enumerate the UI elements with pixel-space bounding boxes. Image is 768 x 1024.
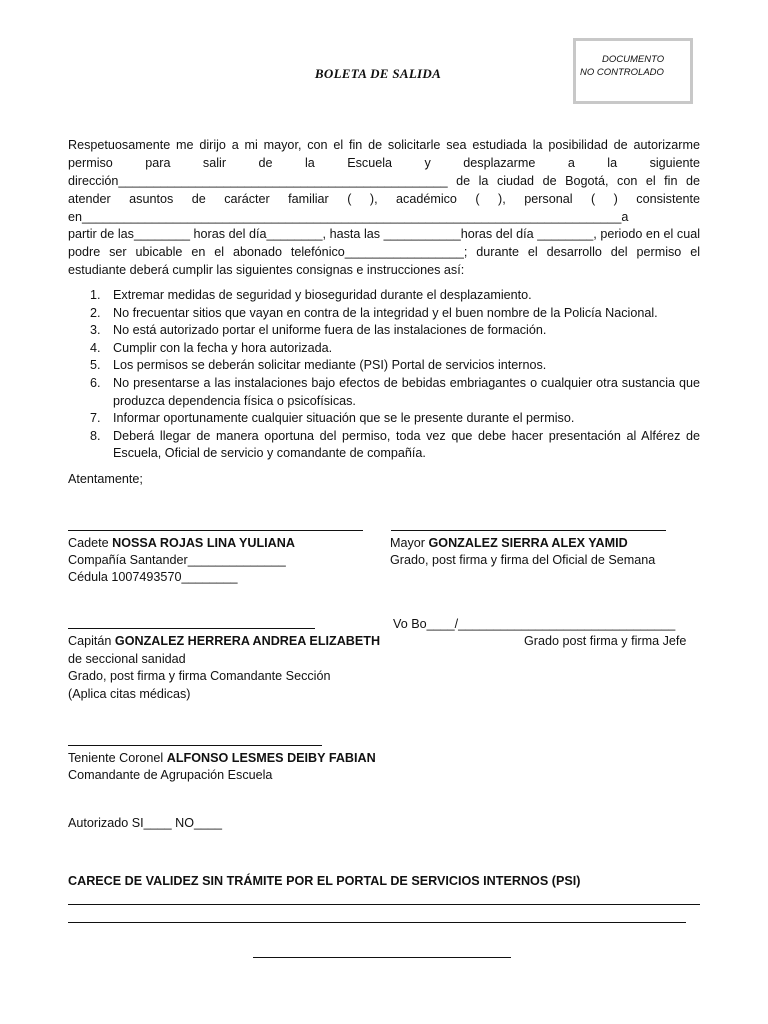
closing-text: Atentamente; [68, 472, 143, 486]
captain-name: Capitán GONZALEZ HERRERA ANDREA ELIZABETH [68, 634, 381, 648]
validity-notice: CARECE DE VALIDEZ SIN TRÁMITE POR EL PORTAL DE SERVICIOS INTERNOS (PSI) [68, 874, 581, 888]
cadet-name: Cadete NOSSA ROJAS LINA YULIANA [68, 536, 295, 550]
list-item: 2. No frecuentar sitios que vayan en contra de la integridad y el buen nombre de la Policía Nacional. [90, 305, 658, 320]
paragraph-line: dirección_______________________________________________ de la ciudad de Bogotá, con el fin de [68, 173, 700, 188]
bottom-signature-line [253, 957, 511, 958]
colonel-signature-line [68, 745, 322, 746]
mayor-name: Mayor GONZALEZ SIERRA ALEX YAMID [390, 536, 628, 550]
paragraph-line: en_____________________________________________________________________________a [68, 209, 629, 224]
paragraph-line: permiso para salir de la Escuela y desplazarme a la siguiente [68, 155, 700, 170]
captain-unit: de seccional sanidad [68, 652, 186, 666]
cadet-id: Cédula 1007493570________ [68, 570, 238, 584]
notice-blank-line [68, 922, 686, 923]
notice-blank-line [68, 904, 700, 905]
list-item: 1. Extremar medidas de seguridad y bioseguridad durante el desplazamiento. [90, 288, 532, 302]
stamp-line-1: DOCUMENTO [602, 54, 665, 65]
list-item: 6. No presentarse a las instalaciones bajo efectos de bebidas embriagantes o cualquier otra sustancia que produzca dependencia física o psicofísicas. [90, 375, 700, 408]
colonel-name: Teniente Coronel ALFONSO LESMES DEIBY FABIAN [68, 751, 376, 765]
paragraph-line: partir de las________ horas del día________, hasta las ___________horas del día ________, periodo en el cual [68, 227, 700, 242]
list-item: 5. Los permisos se deberán solicitar mediante (PSI) Portal de servicios internos. [90, 358, 547, 373]
list-item: 7. Informar oportunamente cualquier situación que se le presente durante el permiso. [90, 411, 575, 426]
paragraph-line: Respetuosamente me dirijo a mi mayor, con el fin de solicitarle sea estudiada la posibilidad de autorizarme [68, 138, 700, 152]
vobo-role: Grado post firma y firma Jefe [524, 634, 687, 648]
captain-signature-line [68, 628, 315, 629]
cadet-company: Compañía Santander______________ [68, 553, 286, 567]
list-item: 8. Deberá llegar de manera oportuna del permiso, toda vez que debe hacer presentación al Alférez de Escuela, Oficial de servicio y comandante de compañía. [90, 428, 700, 461]
request-paragraph [68, 137, 700, 280]
colonel-role: Comandante de Agrupación Escuela [68, 768, 273, 782]
captain-role: Grado, post firma y firma Comandante Sección [68, 669, 331, 683]
paragraph-line: podre ser ubicable en el abonado telefónico_________________; durante el desarrollo del permiso el [68, 245, 700, 260]
instructions-list [68, 287, 700, 463]
mayor-signature-line [391, 530, 666, 531]
captain-note: (Aplica citas médicas) [68, 687, 191, 701]
paragraph-line: estudiante deberá cumplir las siguientes consignas e instrucciones así: [68, 263, 465, 278]
document-title: BOLETA DE SALIDA [314, 66, 442, 81]
vobo-signature-field: Vo Bo____/_______________________________ [393, 617, 676, 631]
mayor-role: Grado, post firma y firma del Oficial de Semana [390, 553, 656, 567]
authorization-field: Autorizado SI____ NO____ [68, 816, 223, 830]
paragraph-line: atender asuntos de carácter familiar ( ), académico ( ), personal ( ) consistente [68, 191, 700, 206]
cadet-signature-line [68, 530, 363, 531]
list-item: 4. Cumplir con la fecha y hora autorizada. [90, 340, 333, 355]
list-item: 3. No está autorizado portar el uniforme fuera de las instalaciones de formación. [90, 323, 547, 338]
stamp-line-2: NO CONTROLADO [580, 67, 664, 78]
